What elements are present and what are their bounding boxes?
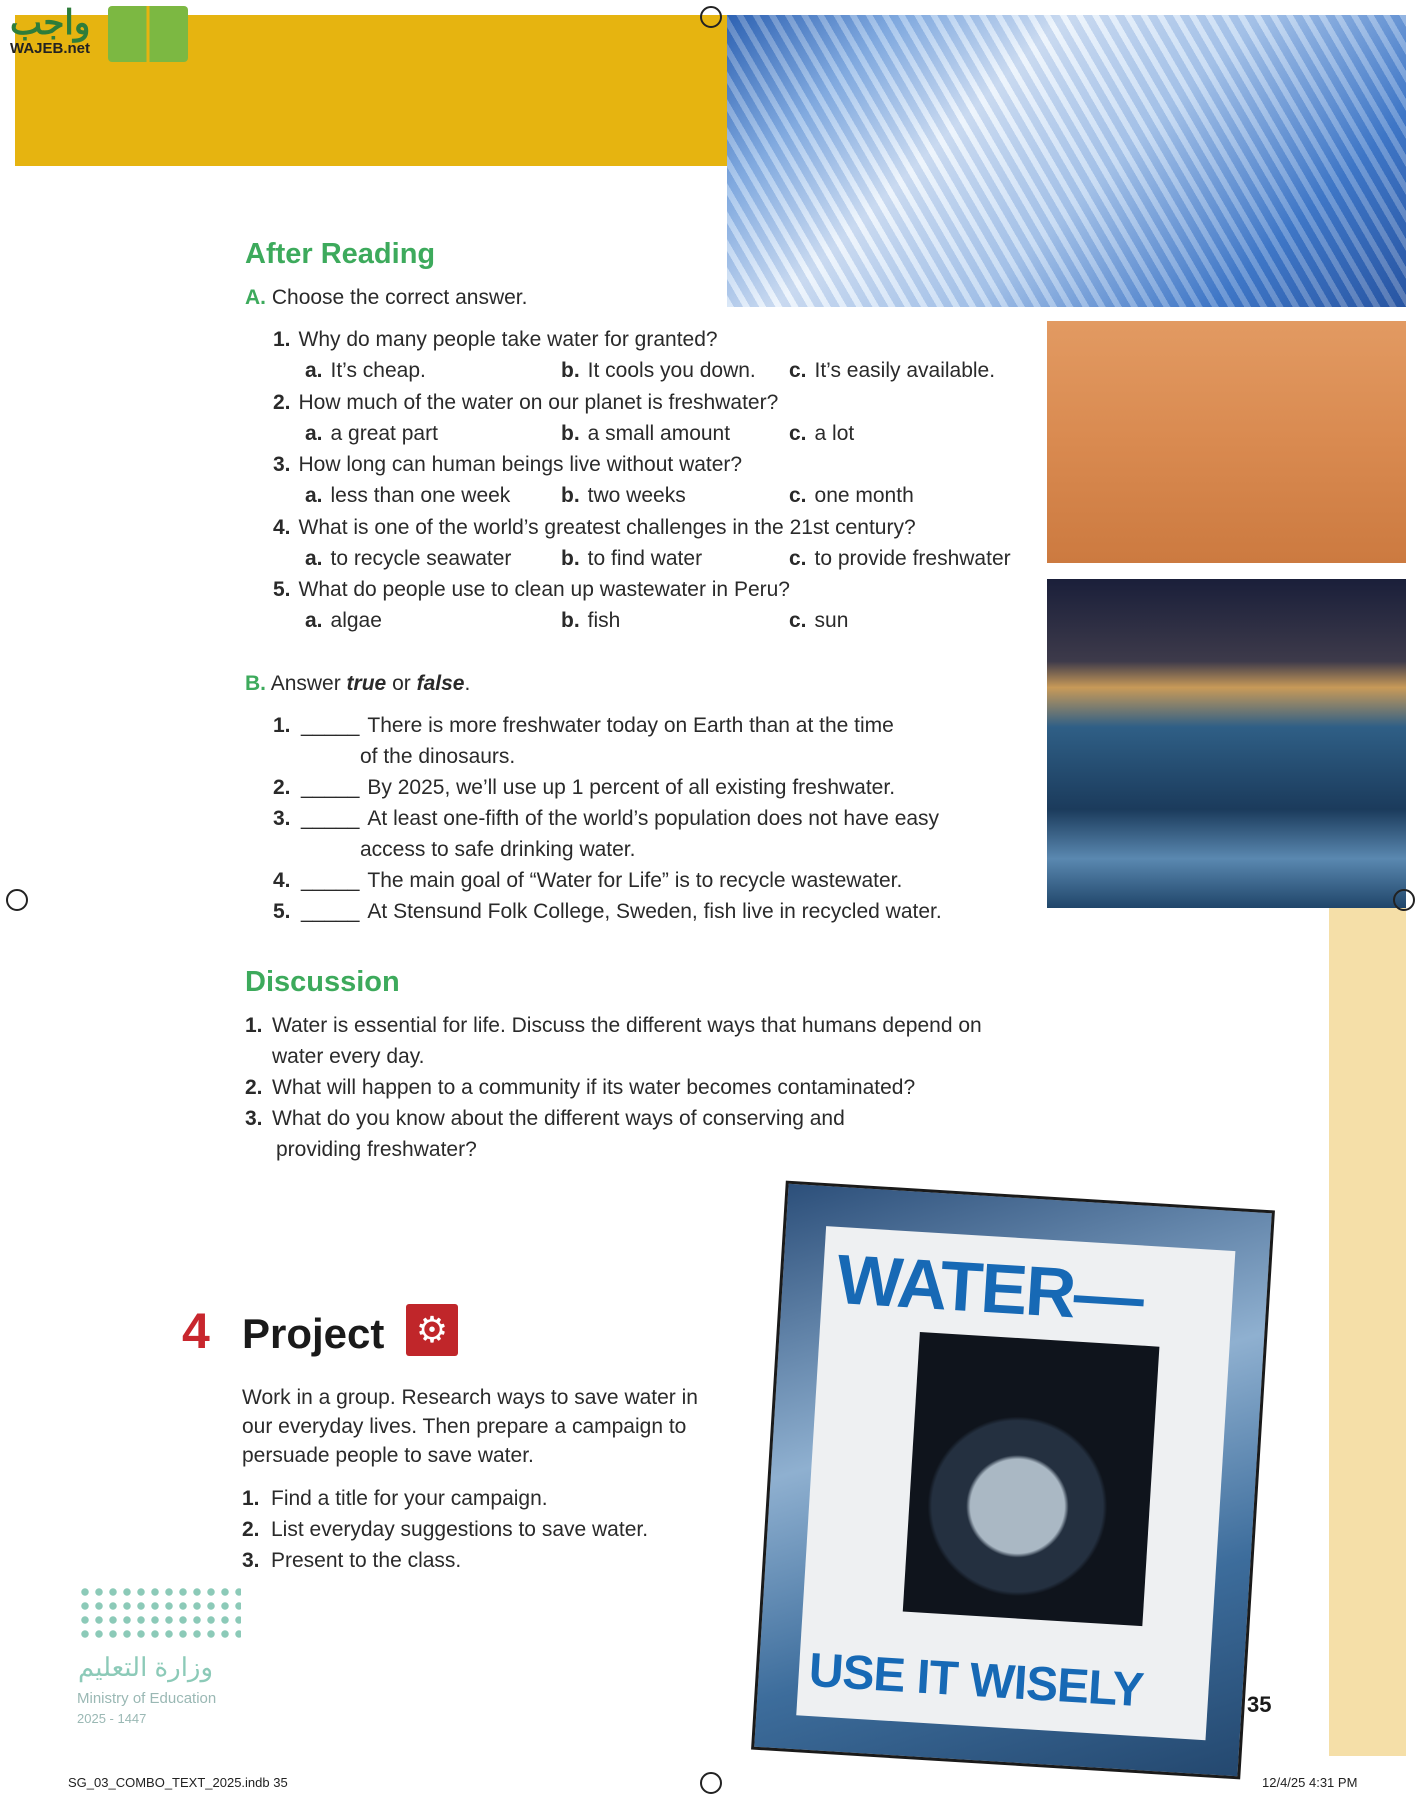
true-false-item	[273, 714, 894, 738]
option-letter: c.	[789, 421, 807, 445]
question-number: 5.	[273, 578, 291, 601]
option-letter: a.	[305, 609, 323, 632]
section-b-instruction	[245, 672, 470, 696]
question-4	[273, 516, 916, 540]
question-number: 3.	[273, 453, 291, 476]
project-number: 4	[182, 1303, 210, 1359]
option-c	[789, 609, 848, 633]
statement-text: By 2025, we’ll use up 1 percent of all existing freshwater.	[367, 776, 896, 799]
step-number: 2.	[242, 1518, 260, 1541]
option-text: a small amount	[587, 421, 731, 445]
ministry-arabic: وزارة التعليم	[78, 1652, 214, 1682]
ministry-dots-logo	[78, 1585, 241, 1640]
b-end: .	[464, 672, 471, 695]
item-continued: providing freshwater?	[276, 1138, 477, 1161]
item-number: 1.	[245, 1014, 263, 1037]
option-c	[789, 547, 1011, 571]
desert-well-photo	[1047, 321, 1406, 563]
option-text: fish	[587, 609, 621, 632]
option-letter: c.	[789, 484, 807, 507]
option-letter: c.	[789, 546, 807, 570]
section-a-label: A.	[245, 286, 266, 309]
item-number: 2.	[273, 776, 291, 799]
statement-text: There is more freshwater today on Earth than at the time	[367, 714, 894, 737]
answer-blank[interactable]: _____	[301, 807, 360, 830]
option-a	[305, 422, 438, 446]
section-a-instruction: Choose the correct answer.	[271, 286, 528, 309]
option-text: It’s cheap.	[330, 359, 426, 382]
project-step	[242, 1549, 461, 1573]
registration-mark-icon	[700, 1772, 722, 1794]
statement-continued: of the dinosaurs.	[360, 745, 516, 768]
option-text: to find water	[587, 546, 703, 570]
option-a	[305, 547, 511, 571]
option-text: a great part	[330, 421, 438, 445]
question-3	[273, 453, 742, 477]
poster-title: WATER—	[834, 1239, 1145, 1337]
item-text: What do you know about the different ways of conserving and	[272, 1107, 845, 1130]
option-text: two weeks	[587, 484, 686, 507]
option-letter: b.	[561, 484, 580, 507]
item-text: What will happen to a community if its water becomes contaminated?	[272, 1076, 916, 1099]
project-step	[242, 1518, 648, 1542]
footer-date: 12/4/25 4:31 PM	[1262, 1775, 1358, 1790]
registration-mark-icon	[700, 6, 722, 28]
registration-mark-icon	[6, 889, 28, 911]
discussion-item	[245, 1076, 915, 1100]
poster-slogan: USE IT WISELY	[807, 1643, 1145, 1718]
question-number: 4.	[273, 515, 291, 539]
question-text: Why do many people take water for granted?	[298, 328, 718, 351]
item-number: 5.	[273, 900, 291, 923]
answer-blank[interactable]: _____	[301, 714, 360, 737]
footer-file: SG_03_COMBO_TEXT_2025.indb 35	[68, 1775, 288, 1790]
item-continued: water every day.	[272, 1045, 425, 1068]
b-or: or	[386, 672, 417, 695]
option-letter: c.	[789, 609, 807, 632]
item-number: 4.	[273, 869, 291, 892]
step-text: List everyday suggestions to save water.	[271, 1518, 649, 1541]
statement-continued: access to safe drinking water.	[360, 838, 636, 861]
item-text: Water is essential for life. Discuss the different ways that humans depend on	[272, 1014, 982, 1037]
question-5	[273, 578, 790, 602]
option-a	[305, 609, 382, 633]
after-reading-heading: After Reading	[245, 238, 436, 270]
option-letter: a.	[305, 421, 323, 445]
item-number: 2.	[245, 1076, 263, 1099]
campaign-poster	[751, 1181, 1275, 1780]
answer-blank[interactable]: _____	[301, 776, 360, 799]
project-heading: Project	[242, 1310, 385, 1357]
option-text: to provide freshwater	[814, 546, 1011, 570]
option-letter: c.	[789, 359, 807, 382]
project-step	[242, 1487, 548, 1511]
step-number: 3.	[242, 1549, 260, 1572]
option-letter: b.	[561, 359, 580, 382]
option-b	[561, 484, 686, 508]
registration-mark-icon	[1393, 889, 1415, 911]
ministry-english: Ministry of Education	[77, 1690, 217, 1707]
step-number: 1.	[242, 1487, 260, 1510]
option-b	[561, 422, 730, 446]
b-true: true	[346, 672, 387, 695]
question-text: How long can human beings live without water?	[298, 453, 743, 476]
option-letter: b.	[561, 609, 580, 632]
option-text: It’s easily available.	[814, 359, 996, 382]
project-body-line: persuade people to save water.	[242, 1444, 534, 1467]
discussion-heading: Discussion	[245, 966, 400, 998]
option-c	[789, 484, 914, 508]
side-strip	[1329, 908, 1406, 1756]
option-c	[789, 359, 995, 383]
logo-text: واجب	[10, 4, 91, 42]
section-b-label: B.	[245, 672, 266, 695]
true-false-item	[273, 869, 902, 893]
option-letter: b.	[561, 546, 580, 570]
item-number: 3.	[273, 807, 291, 830]
step-text: Find a title for your campaign.	[271, 1487, 548, 1510]
discussion-item	[245, 1107, 845, 1131]
item-number: 1.	[273, 714, 291, 737]
b-false: false	[416, 672, 465, 695]
option-b	[561, 547, 702, 571]
answer-blank[interactable]: _____	[301, 869, 360, 892]
true-false-item	[273, 776, 895, 800]
option-b	[561, 609, 620, 633]
statement-text: At Stensund Folk College, Sweden, fish live in recycled water.	[367, 900, 942, 923]
statement-text: At least one-fifth of the world’s population does not have easy	[367, 807, 940, 830]
item-number: 3.	[245, 1107, 263, 1130]
question-number: 1.	[273, 328, 291, 351]
project-body-line: Work in a group. Research ways to save water in	[242, 1386, 698, 1409]
question-number: 2.	[273, 390, 291, 414]
logo-sub: WAJEB.net	[10, 40, 91, 57]
car-wash-photo	[903, 1332, 1160, 1626]
option-b	[561, 359, 756, 383]
option-text: to recycle seawater	[330, 546, 512, 570]
option-text: It cools you down.	[587, 359, 756, 382]
option-text: algae	[330, 609, 382, 632]
question-text: What is one of the world’s greatest challenges in the 21st century?	[298, 515, 916, 539]
true-false-item	[273, 807, 939, 831]
earth-photo	[727, 15, 1406, 307]
option-text: sun	[814, 609, 849, 632]
option-c	[789, 422, 854, 446]
water-treatment-photo	[1047, 579, 1406, 908]
step-text: Present to the class.	[271, 1549, 462, 1572]
ministry-year: 2025 - 1447	[77, 1711, 147, 1726]
option-letter: a.	[305, 484, 323, 507]
question-1	[273, 328, 718, 352]
option-letter: a.	[305, 359, 323, 382]
option-text: a lot	[814, 421, 855, 445]
question-text: What do people use to clean up wastewater in Peru?	[298, 578, 790, 601]
option-a	[305, 359, 426, 383]
question-2	[273, 391, 778, 415]
statement-text: The main goal of “Water for Life” is to recycle wastewater.	[367, 869, 903, 892]
option-letter: b.	[561, 421, 580, 445]
option-text: less than one week	[330, 484, 511, 507]
discussion-item	[245, 1014, 982, 1038]
option-letter: a.	[305, 546, 323, 570]
b-pre: Answer	[270, 672, 347, 695]
question-text: How much of the water on our planet is freshwater?	[298, 390, 779, 414]
option-text: one month	[814, 484, 914, 507]
answer-blank[interactable]: _____	[301, 900, 360, 923]
project-body-line: our everyday lives. Then prepare a campaign to	[242, 1415, 687, 1438]
book-icon	[108, 6, 188, 62]
gears-icon: ⚙	[406, 1304, 458, 1356]
wajeb-logo	[10, 6, 90, 57]
page-number: 35	[1247, 1692, 1272, 1717]
option-a	[305, 484, 510, 508]
true-false-item	[273, 900, 942, 924]
